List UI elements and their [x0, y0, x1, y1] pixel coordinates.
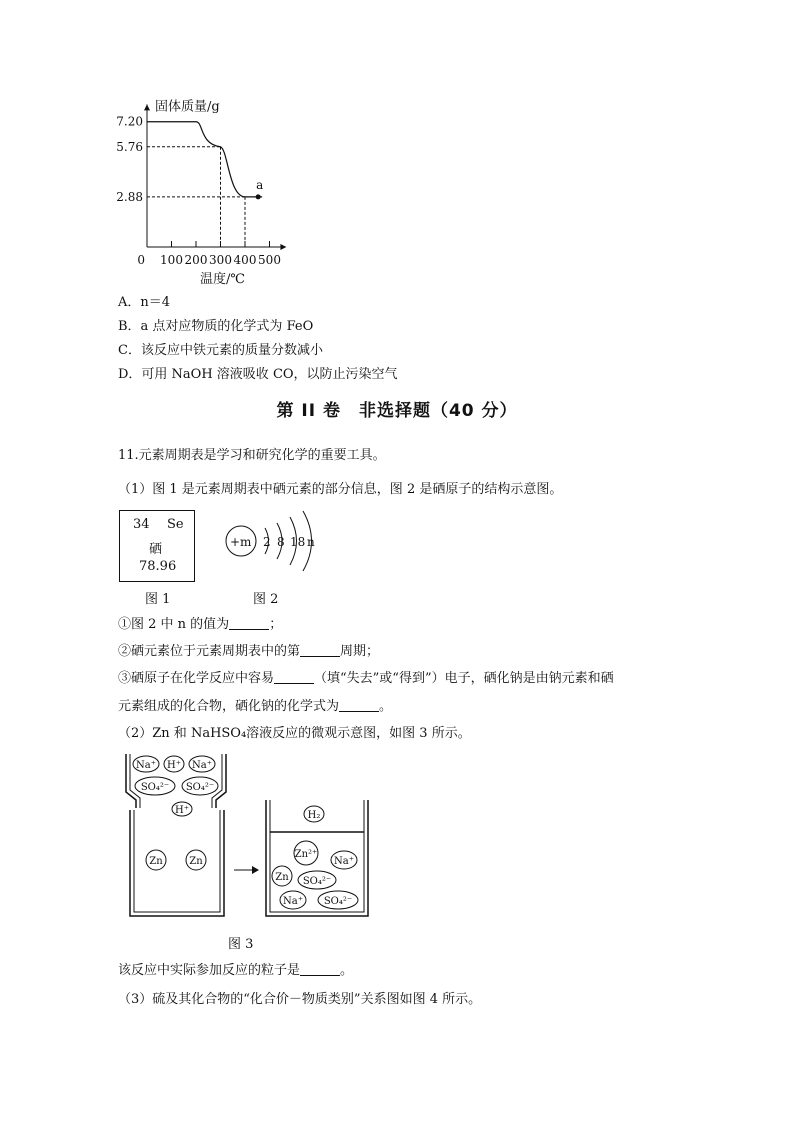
y-tick-label: 5.76 [116, 139, 143, 154]
sub-question-3 [118, 671, 614, 687]
y-axis-arrow [144, 104, 150, 110]
answer-blank[interactable] [229, 617, 269, 630]
sub-question-3-text: ③硒原子在化学反应中容易 [118, 671, 275, 686]
answer-blank[interactable] [274, 671, 314, 684]
x-tick-label: 400 [233, 253, 257, 267]
arrow-head [252, 866, 259, 874]
particle-label: SO₄²⁻ [302, 876, 332, 887]
element-card [119, 510, 195, 582]
atomic-mass: 78.96 [139, 559, 177, 574]
x-tick-label: 0 [137, 253, 145, 267]
section-title [0, 396, 794, 421]
left-beaker-inner [134, 810, 220, 912]
sub-question-1-text: ①图 2 中 n 的值为 [118, 617, 230, 632]
reaction-diagram [118, 752, 388, 924]
figure-3-caption: 图 3 [228, 937, 254, 952]
atomic-number: 34 [133, 517, 150, 532]
atom-structure-diagram [220, 508, 330, 584]
point-a-label: a [256, 177, 264, 192]
x-axis-label: 温度/℃ [200, 272, 245, 287]
section-title-subtitle: 非选择题（40 分） [358, 401, 518, 421]
shell-electrons: 2 [263, 535, 271, 549]
particle-label: H⁺ [167, 760, 181, 771]
sub-question-3-text-2: 元素组成的化合物，硒化钠的化学式为 [118, 699, 340, 714]
sub-question-3-end: （填“失去”或“得到”）电子，硒化钠是由钠元素和硒 [314, 671, 614, 686]
question-11-title: 11.元素周期表是学习和研究化学的重要工具。 [118, 448, 386, 463]
nucleus-charge: +m [230, 535, 252, 549]
shell-electrons: 18 [290, 535, 306, 549]
question-reacting-text: 该反应中实际参加反应的粒子是 [118, 963, 301, 978]
option-c: C．该反应中铁元素的质量分数减小 [118, 343, 323, 358]
sub-question-3-end-2: 。 [379, 699, 393, 714]
particle-label: Na⁺ [136, 760, 156, 771]
y-tick-label: 7.20 [116, 114, 143, 129]
particle-label: Zn [149, 856, 163, 867]
left-beaker [130, 810, 224, 916]
particle-label: Na⁺ [334, 856, 354, 867]
particle-label: Na⁺ [283, 896, 303, 907]
y-axis-label: 固体质量/g [155, 99, 220, 115]
x-tick-label: 100 [160, 253, 183, 267]
y-tick-label: 2.88 [116, 189, 143, 204]
particle-label: Zn [275, 872, 289, 883]
x-axis-arrow [280, 244, 286, 250]
x-tick-label: 500 [258, 253, 281, 267]
answer-blank[interactable] [300, 963, 340, 976]
shell-electrons: n [307, 535, 315, 549]
question-reacting-particles [118, 963, 353, 979]
sub-question-2-end: 周期； [340, 644, 380, 659]
particle-label: Zn [189, 856, 203, 867]
option-a: A．n＝4 [118, 295, 171, 310]
figure-2-caption: 图 2 [253, 592, 279, 607]
figure-1-caption: 图 1 [145, 592, 171, 607]
particle-label: SO₄²⁻ [185, 782, 215, 793]
point-a-marker [256, 194, 261, 199]
element-name: 硒 [149, 542, 163, 557]
sub-question-1-end: ； [269, 617, 283, 632]
sub-question-1 [118, 617, 282, 633]
shell-electrons: 8 [277, 535, 285, 549]
question-11-part-3: （3）硫及其化合物的“化合价－物质类别”关系图如图 4 所示。 [118, 992, 482, 1007]
question-reacting-end: 。 [340, 963, 354, 978]
sub-question-2 [118, 644, 379, 660]
mass-temperature-chart [110, 92, 330, 292]
element-symbol: Se [167, 517, 184, 532]
x-tick-label: 200 [184, 253, 208, 267]
particle-label: H⁺ [175, 805, 189, 816]
particle-label: SO₄²⁻ [323, 896, 353, 907]
particle-label: H₂ [307, 810, 321, 821]
question-11-part-1: （1）图 1 是元素周期表中硒元素的部分信息，图 2 是硒原子的结构示意图。 [118, 482, 563, 497]
answer-blank[interactable] [300, 644, 340, 657]
series-line [147, 122, 262, 197]
option-d: D．可用 NaOH 溶液吸收 CO，以防止污染空气 [118, 367, 398, 382]
x-tick-label: 300 [209, 253, 232, 267]
particle-label: Zn²⁺ [294, 849, 318, 860]
particle-label: SO₄²⁻ [140, 782, 170, 793]
option-b: B．a 点对应物质的化学式为 FeO [118, 319, 314, 334]
section-title-part: 第 II 卷 [276, 401, 341, 421]
question-11-part-2: （2）Zn 和 NaHSO₄溶液反应的微观示意图，如图 3 所示。 [118, 726, 471, 741]
sub-question-3-line-2 [118, 699, 392, 715]
particle-label: Na⁺ [192, 760, 212, 771]
sub-question-2-text: ②硒元素位于元素周期表中的第 [118, 644, 301, 659]
answer-blank[interactable] [339, 699, 379, 712]
